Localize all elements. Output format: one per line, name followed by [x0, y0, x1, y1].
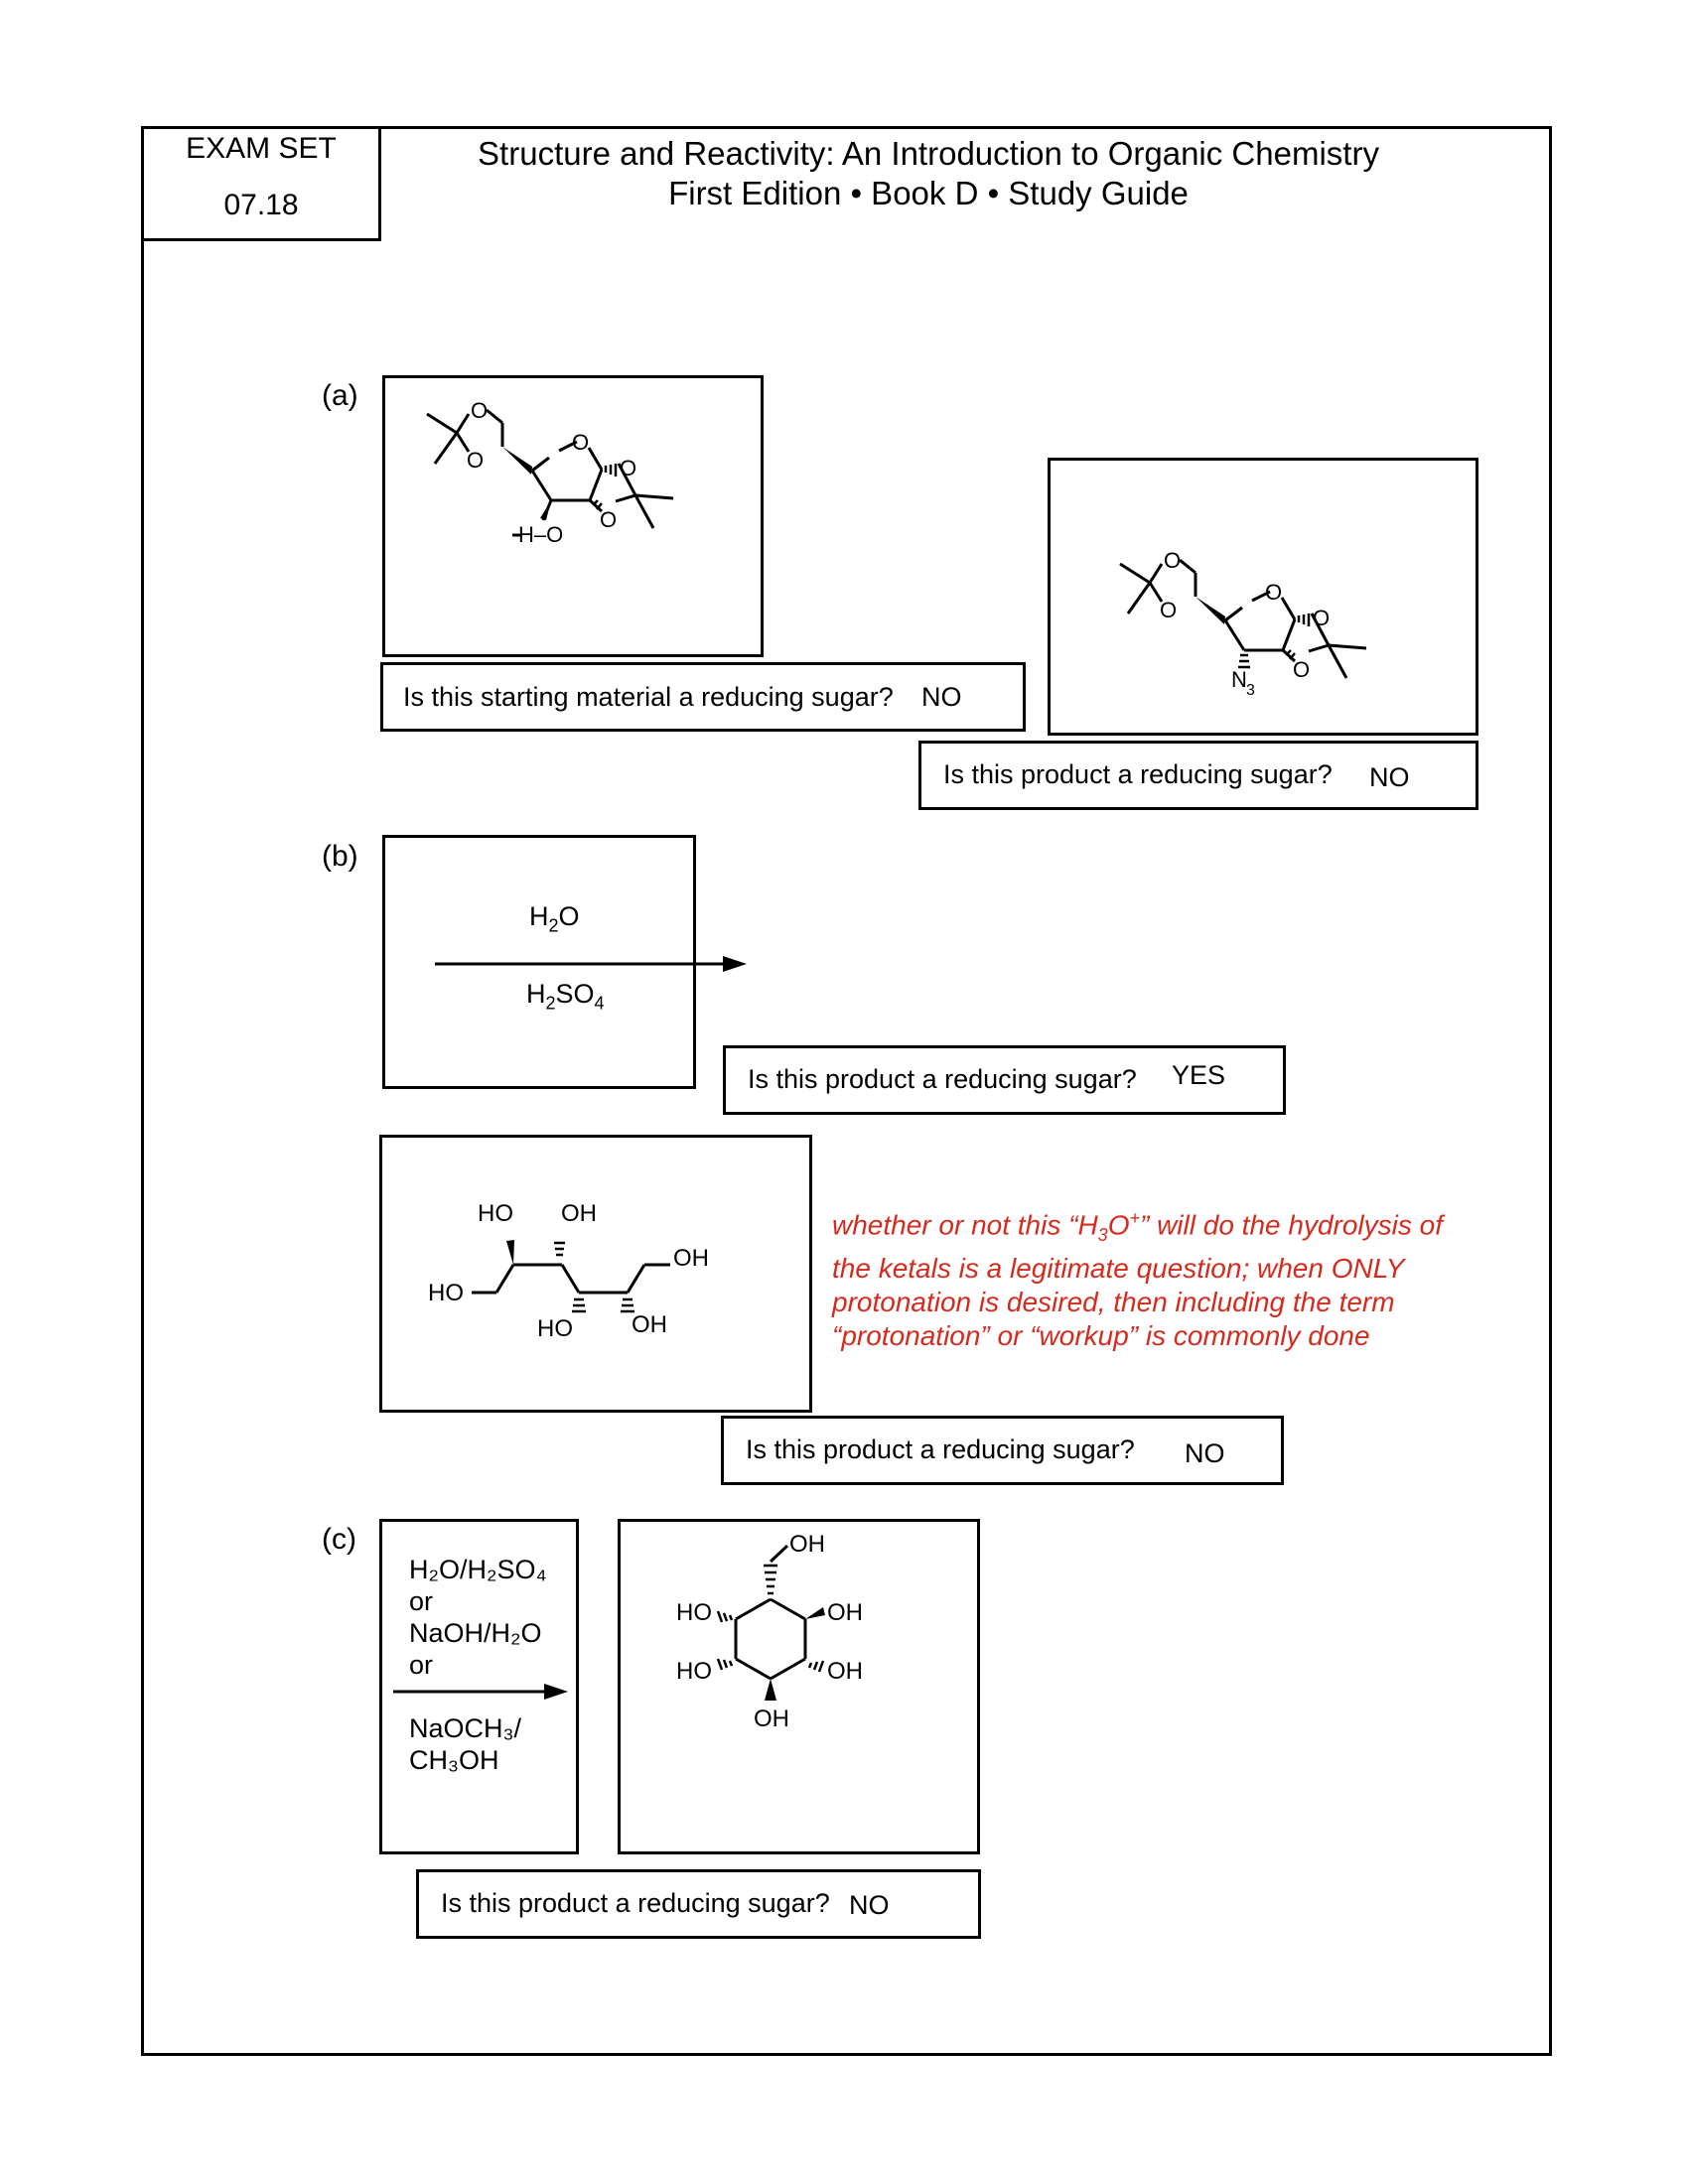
reaction-arrow-b — [435, 953, 753, 975]
question-text: Is this product a reducing sugar? — [943, 759, 1333, 789]
inositol-label: OH — [789, 1531, 825, 1558]
atom-label: O — [1160, 598, 1178, 622]
alditol-label: OH — [673, 1245, 709, 1272]
atom-label: N — [1231, 667, 1247, 692]
atom-label: O — [471, 398, 489, 423]
answer-text: NO — [1369, 762, 1410, 792]
product-box-a — [1048, 458, 1478, 736]
atom-label: O — [1265, 580, 1283, 605]
atom-label: O — [467, 448, 485, 473]
question-text: Is this starting material a reducing sugar? — [403, 682, 894, 712]
atom-label: O — [572, 430, 590, 455]
azide-product-structure — [1051, 461, 1476, 733]
inositol-label: OH — [827, 1658, 863, 1685]
reagent-line: CH₃OH — [409, 1745, 499, 1775]
part-c-label: (c) — [322, 1523, 356, 1556]
page-subtitle: First Edition • Book D • Study Guide — [668, 175, 1189, 211]
alditol-label: OH — [561, 1200, 597, 1227]
reagent-or: or — [409, 1650, 434, 1680]
reagent-sulfuric-acid: $H_2SO_4$ — [526, 979, 605, 1014]
atom-label: O — [1293, 657, 1311, 682]
atom-label: O — [620, 456, 637, 480]
inositol-label: HO — [676, 1658, 712, 1685]
alditol-structure — [382, 1138, 809, 1410]
atom-label: O — [600, 507, 618, 532]
inositol-label: OH — [754, 1706, 789, 1732]
question-text: Is this product a reducing sugar? — [746, 1434, 1135, 1464]
reagent-line: NaOH/H₂O — [409, 1618, 542, 1648]
question-text: Is this product a reducing sugar? — [748, 1064, 1137, 1094]
answer-text: NO — [921, 682, 962, 712]
inositol-structure — [621, 1522, 977, 1851]
inositol-label: OH — [827, 1599, 863, 1626]
alditol-label: HO — [537, 1315, 573, 1342]
alditol-product-box — [379, 1135, 812, 1413]
reagent-line: H₂O/H₂SO₄ — [409, 1555, 547, 1584]
atom-subscript: 3 — [1246, 682, 1255, 699]
page-title: Structure and Reactivity: An Introduction to Organic Chemistry — [478, 135, 1379, 172]
atom-label: O — [1313, 606, 1331, 630]
starting-material-box — [382, 375, 764, 657]
answer-text: NO — [1185, 1438, 1225, 1468]
starting-material-structure — [385, 378, 761, 654]
reagent-line: NaOCH₃/ — [409, 1713, 522, 1743]
answer-text: NO — [849, 1890, 890, 1920]
reaction-arrow-c — [393, 1681, 572, 1703]
answer-text: YES — [1172, 1060, 1226, 1090]
atom-label: H–O — [518, 522, 564, 547]
part-b-label: (b) — [322, 840, 358, 873]
exam-set-number: 07.18 — [223, 189, 299, 221]
exam-set-label: EXAM SET — [186, 132, 337, 165]
alditol-label: HO — [478, 1200, 513, 1227]
atom-label: O — [1164, 548, 1182, 573]
reagent-or: or — [409, 1586, 434, 1616]
part-a-label: (a) — [322, 379, 358, 412]
annotation-note: whether or not this “$H_3O^+$” will do the hydrolysis of the ketals is a legitimate question; when ONLY protonation is desired, then including the term “protonation” or “workup” is commonly done — [832, 1208, 1443, 1351]
inositol-product-box — [618, 1519, 980, 1854]
alditol-label: HO — [428, 1280, 464, 1306]
question-text: Is this product a reducing sugar? — [441, 1888, 830, 1918]
inositol-label: HO — [676, 1599, 712, 1626]
alditol-label: OH — [632, 1311, 667, 1338]
reagent-water: $H_2O$ — [529, 901, 580, 936]
